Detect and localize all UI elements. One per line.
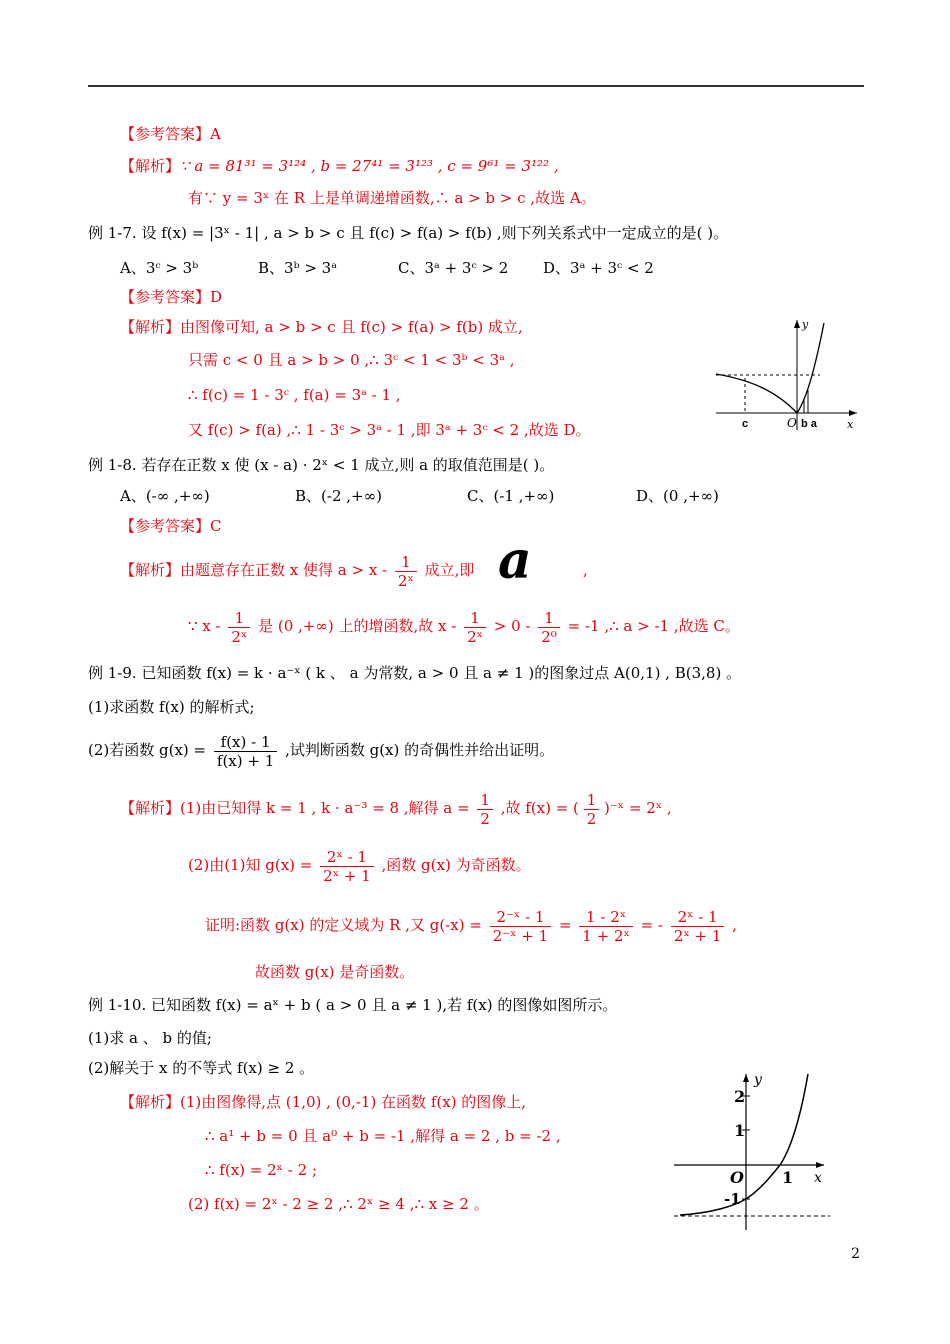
- analysis-110-1: 【解析】(1)由图像得,点 (1,0) , (0,-1) 在函数 f(x) 的图像上,: [120, 1093, 527, 1111]
- graph2-label-2: 2: [734, 1087, 746, 1106]
- analysis-17-1: 【解析】由图像可知, a > b > c 且 f(c) > f(a) > f(b) 成立,: [120, 318, 523, 336]
- option-b: B、3ᵇ > 3ᵃ: [258, 259, 337, 277]
- analysis-17-3: ∴ f(c) = 1 - 3ᶜ , f(a) = 3ᵃ - 1 ,: [188, 386, 401, 404]
- example-1-8-title: 例 1-8. 若存在正数 x 使 (x - a) · 2ˣ < 1 成立,则 a 的取值范围是( )。: [88, 456, 555, 474]
- graph-exponential-shift: [672, 1070, 834, 1232]
- analysis-line-16-1: 【解析】∵ a = 81³¹ = 3¹²⁴ , b = 27⁴¹ = 3¹²³ , c = 9⁶¹ = 3¹²² ,: [120, 157, 559, 175]
- large-italic-a: a: [498, 530, 532, 591]
- page-number: 2: [851, 1246, 860, 1262]
- analysis-110-3: ∴ f(x) = 2ˣ - 2 ;: [205, 1161, 318, 1179]
- ex110-q2: (2)解关于 x 的不等式 f(x) ≥ 2 。: [88, 1059, 315, 1077]
- graph-abs-exponential: [712, 318, 862, 433]
- ex19-q2: (2)若函数 g(x) = $\frac{f(x) - 1}{f(x) + 1}$ ,试判断函数 g(x) 的奇偶性并给出证明。: [88, 732, 555, 770]
- ex18-option-b: B、(-2 ,+∞): [295, 487, 382, 505]
- graph2-label-neg1: -1: [724, 1190, 741, 1208]
- answer-line-16: 【参考答案】A: [120, 125, 221, 143]
- option-a: A、3ᶜ > 3ᵇ: [120, 259, 199, 277]
- proof-19: 证明:函数 g(x) 的定义域为 R ,又 g(-x) = $\frac{\text{2⁻ˣ - 1}}{\text{2⁻ˣ + 1}}$ = $\frac{\text{1 - 2ˣ}}{\text{1 + 2ˣ}}$ = - $\frac{\text{2ˣ - 1}}{\text{2ˣ + 1}}$ ,: [205, 907, 737, 945]
- ex19-q1: (1)求函数 f(x) 的解析式;: [88, 698, 255, 716]
- header-rule: [88, 85, 864, 87]
- graph2-label-y: y: [754, 1072, 762, 1088]
- option-d: D、3ᵃ + 3ᶜ < 2: [543, 259, 654, 277]
- analysis-17-2: 只需 c < 0 且 a > b > 0 ,∴ 3ᶜ < 1 < 3ᵇ < 3ᵃ ,: [188, 351, 515, 369]
- example-1-10-title: 例 1-10. 已知函数 f(x) = aˣ + b ( a > 0 且 a ≠ 1 ),若 f(x) 的图像如图所示。: [88, 996, 618, 1014]
- ex18-option-c: C、(-1 ,+∞): [467, 487, 555, 505]
- example-1-9-title: 例 1-9. 已知函数 f(x) = k · a⁻ˣ ( k 、 a 为常数, a > 0 且 a ≠ 1 )的图象过点 A(0,1) , B(3,8) 。: [88, 664, 742, 682]
- ex18-option-d: D、(0 ,+∞): [636, 487, 719, 505]
- graph2-label-x: x: [814, 1170, 822, 1186]
- analysis-110-2: ∴ a¹ + b = 0 且 a⁰ + b = -1 ,解得 a = 2 , b = -2 ,: [205, 1127, 561, 1145]
- analysis-110-4: (2) f(x) = 2ˣ - 2 ≥ 2 ,∴ 2ˣ ≥ 4 ,∴ x ≥ 2 。: [188, 1195, 489, 1213]
- example-1-7-title: 例 1-7. 设 f(x) = |3ˣ - 1| , a > b > c 且 f(c) > f(a) > f(b) ,则下列关系式中一定成立的是( )。: [88, 224, 729, 242]
- ex18-option-a: A、(-∞ ,+∞): [120, 487, 210, 505]
- analysis-19-1: 【解析】(1)由已知得 k = 1 , k · a⁻³ = 8 ,解得 a = $\frac{1}{2}$ ,故 f(x) = ( $\frac{1}{2}$ )⁻ˣ = 2ˣ ,: [120, 790, 672, 828]
- answer-line-18: 【参考答案】C: [120, 517, 222, 535]
- graph2-label-x1: 1: [782, 1168, 794, 1187]
- graph-label-o: O: [787, 416, 797, 430]
- graph2-label-o: O: [730, 1168, 744, 1187]
- analysis-19-2: (2)由(1)知 g(x) = $\frac{\text{2ˣ - 1}}{\text{2ˣ + 1}}$ ,函数 g(x) 为奇函数。: [188, 847, 531, 885]
- ex110-q1: (1)求 a 、 b 的值;: [88, 1029, 212, 1047]
- analysis-18-1: 【解析】由题意存在正数 x 使得 a > x - $\frac{1}{\text{2ˣ}}$ 成立,即: [120, 552, 475, 590]
- graph-label-x: x: [847, 418, 854, 431]
- graph-label-c: c: [742, 418, 749, 430]
- analysis-18-2: ∵ x - $\frac{1}{\text{2ˣ}}$ 是 (0 ,+∞) 上的增函数,故 x - $\frac{1}{\text{2ˣ}}$ > 0 - $\frac{1}{\text{2⁰}}$ = -1 ,∴ a > -1 ,故选 C。: [188, 608, 740, 646]
- graph-label-y: y: [802, 318, 809, 331]
- graph2-label-1: 1: [734, 1121, 746, 1140]
- graph-label-ba: b a: [801, 418, 817, 430]
- analysis-17-4: 又 f(c) > f(a) ,∴ 1 - 3ᶜ > 3ᵃ - 1 ,即 3ᵃ + 3ᶜ < 2 ,故选 D。: [188, 421, 591, 439]
- analysis-line-16-2: 有∵ y = 3ˣ 在 R 上是单调递增函数,∴ a > b > c ,故选 A。: [188, 189, 596, 207]
- conclusion-19: 故函数 g(x) 是奇函数。: [255, 963, 415, 981]
- answer-line-17: 【参考答案】D: [120, 288, 223, 306]
- option-c: C、3ᵃ + 3ᶜ > 2: [398, 259, 509, 277]
- analysis-18-comma: ,: [583, 561, 588, 579]
